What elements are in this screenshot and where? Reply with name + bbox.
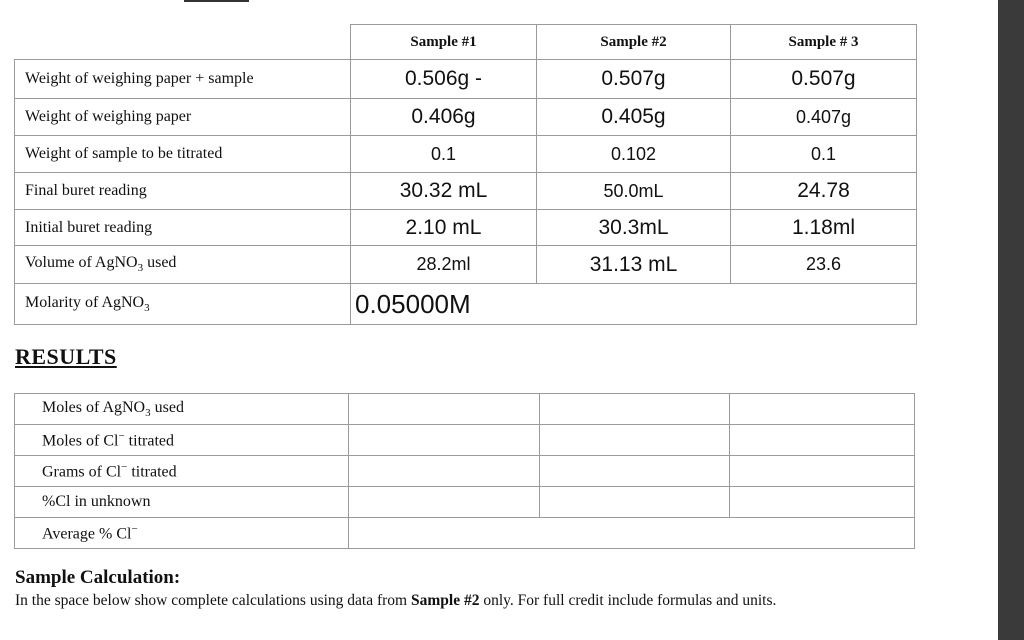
result-cell[interactable] [349,425,540,456]
header-sample-3: Sample # 3 [731,25,917,60]
result-cell[interactable] [730,456,915,487]
row-label: Moles of AgNO$_3$ used [15,394,349,425]
cell-value: 0.405g [537,99,731,136]
row-label: Weight of weighing paper + sample [15,60,351,99]
table-row [15,136,917,173]
table-row [15,99,917,136]
table-row [15,487,915,518]
cell-value: 23.6 [731,246,917,284]
cell-value: 0.1 [351,136,537,173]
cell-value: 0.507g [731,60,917,99]
sample-2-emphasis: Sample #2 [411,592,480,609]
cell-value: 0.406g [351,99,537,136]
cell-value: 50.0mL [537,173,731,210]
table-row [15,518,915,549]
molarity-value: 0.05000M [351,284,917,325]
result-cell[interactable] [730,394,915,425]
average-result-cell[interactable] [349,518,915,549]
cell-value: 30.32 mL [351,173,537,210]
table-row [15,246,917,284]
result-cell[interactable] [540,456,730,487]
row-label: Weight of sample to be titrated [15,136,351,173]
result-cell[interactable] [730,487,915,518]
cell-value: 28.2ml [351,246,537,284]
calculation-instructions: In the space below show complete calculations using data from Sample #2 only. For full credit include formulas and units. [15,592,777,609]
result-cell[interactable] [349,487,540,518]
table-row [15,60,917,99]
row-label: Weight of weighing paper [15,99,351,136]
cell-value: 0.102 [537,136,731,173]
row-label: Moles of Cl− titrated [15,425,349,456]
row-label: Average % Cl− [15,518,349,549]
row-label: Initial buret reading [15,210,351,246]
cell-value: 24.78 [731,173,917,210]
table-row [15,210,917,246]
cell-value: 31.13 mL [537,246,731,284]
result-cell[interactable] [349,394,540,425]
results-table [14,393,915,549]
row-label: Grams of Cl− titrated [15,456,349,487]
scrollbar-gutter [998,0,1024,640]
cell-value: 0.507g [537,60,731,99]
header-blank-cell [15,25,351,60]
table-row [15,456,915,487]
header-sample-1: Sample #1 [351,25,537,60]
result-cell[interactable] [540,425,730,456]
table-row [15,425,915,456]
cell-value: 0.407g [731,99,917,136]
data-table [14,24,917,325]
cell-value: 0.506g - [351,60,537,99]
header-sample-2: Sample #2 [537,25,731,60]
sample-calculation-heading: Sample Calculation: [15,567,181,588]
cell-value: 1.18ml [731,210,917,246]
result-cell[interactable] [730,425,915,456]
cell-value: 30.3mL [537,210,731,246]
row-label: Volume of AgNO$_3$ used [15,246,351,284]
results-heading: RESULTS [15,344,117,369]
table-row [15,173,917,210]
result-cell[interactable] [540,487,730,518]
row-label: Molarity of AgNO$_3$ [15,284,351,325]
row-label: Final buret reading [15,173,351,210]
result-cell[interactable] [540,394,730,425]
row-label: %Cl in unknown [15,487,349,518]
cell-value: 2.10 mL [351,210,537,246]
table-row [15,284,917,325]
result-cell[interactable] [349,456,540,487]
table-row [15,394,915,425]
top-rule [184,0,249,2]
cell-value: 0.1 [731,136,917,173]
